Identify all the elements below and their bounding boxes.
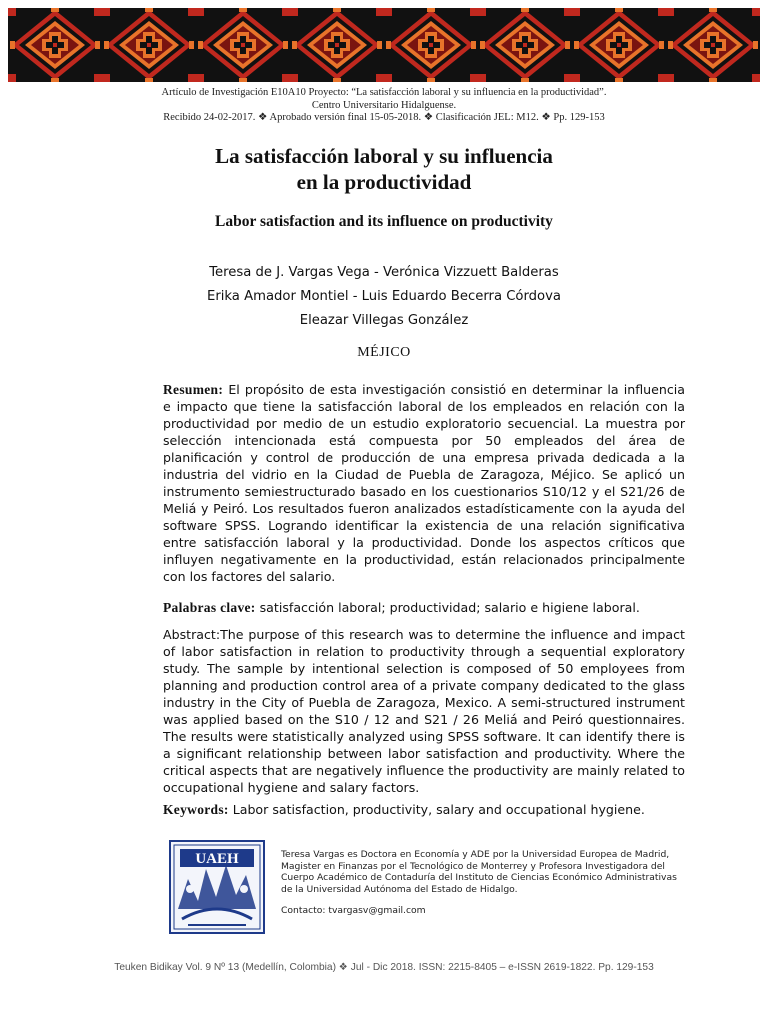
author-line: Teresa de J. Vargas Vega - Verónica Vizzuett Balderas — [209, 265, 559, 280]
dates-line: Recibido 24-02-2017. ❖ Aprobado versión final 15-05-2018. ❖ Clasificación JEL: M12. ❖ Pp. 129-153 — [163, 112, 605, 123]
article-info-line: Artículo de Investigación E10A10 Proyecto: “La satisfacción laboral y su influencia en la productividad”. — [161, 87, 607, 98]
resumen-label: Resumen: — [163, 382, 224, 397]
keywords-text: Labor satisfaction, productivity, salary and occupational hygiene. — [228, 802, 645, 817]
author-line: Eleazar Villegas González — [299, 313, 469, 328]
title-line-1: La satisfacción laboral y su influencia — [215, 144, 553, 168]
logo-letters: UAEH — [195, 851, 239, 867]
resumen-text: El propósito de esta investigación consistió en determinar la influencia e impacto que tiene la satisfacción laboral de los empleados en relación con la productividad por medio de un estudio exploratorio secuencial. La muestra por selección intencionada está compuesta por 50 empleados del área de planificación y control de producción de una empresa privada dedicada a la industria del vidrio en la Ciudad de Puebla de Zaragoza, Méjico. Se aplicó un instrumento semiestructurado basado en los cuestionarios S10/12 y el S21/26 de Meliá y Peiró. Los resultados fueron analizados estadísticamente con la ayuda del software SPSS. Logrando identificar la existencia de una relación significativa entre satisfacción laboral y la productividad. Donde los aspectos críticos que influyen negativamente en la productividad, están relacionados principalmente con los factores del salario. — [163, 382, 685, 584]
keywords-label: Keywords: — [163, 802, 229, 817]
palabras-clave-text: satisfacción laboral; productividad; salario e higiene laboral. — [255, 600, 640, 615]
contact-email: Contacto: tvargasv@gmail.com — [281, 905, 426, 916]
journal-footer: Teuken Bidikay Vol. 9 Nº 13 (Medellín, Colombia) ❖ Jul - Dic 2018. ISSN: 2215-8405 – e-ISSN 2619-1822. Pp. 129-153 — [114, 962, 654, 973]
english-title: Labor satisfaction and its influence on productivity — [215, 213, 553, 230]
palabras-clave-label: Palabras clave: — [163, 600, 256, 615]
keywords-paragraph — [163, 801, 685, 818]
article-title — [0, 143, 768, 195]
institution-line: Centro Universitario Hidalguense. — [311, 100, 457, 111]
country: MÉJICO — [357, 345, 411, 360]
palabras-clave-paragraph — [163, 599, 685, 616]
decorative-banner — [8, 8, 760, 82]
abstract-text: Abstract:The purpose of this research was to determine the influence and impact of labor satisfaction in relation to productivity through a sequential exploratory study. The sample by intentional selection is composed of 50 employees from planning and production control area of a private company dedicated to the glass industry in the City of Puebla de Zaragoza, Mexico. A semi-structured instrument was applied based on the S10 / 12 and S21 / 26 Meliá and Peiró questionnaires. The results were statistically analyzed using SPSS software. It can identify there is a significant relationship between labor satisfaction and productivity. Where the critical aspects that are negatively influence the productivity are mainly related to occupational hygiene and salary factors. — [163, 627, 685, 795]
abstract-paragraph — [163, 626, 685, 796]
title-line-2: en la productividad — [296, 170, 472, 194]
university-seal-logo — [168, 839, 266, 935]
authors-block — [0, 261, 768, 333]
author-bio: Teresa Vargas es Doctora en Economía y ADE por la Universidad Europea de Madrid, Magister en Finanzas por el Tecnológico de Monterrey y Profesora Investigadora del Cuerpo Académico de Contaduría del Instituto de Ciencias Económico Administrativas de la Universidad Autónoma del Estado de Hidalgo. — [281, 849, 677, 895]
banner-pattern — [8, 8, 760, 82]
author-line: Erika Amador Montiel - Luis Eduardo Becerra Córdova — [206, 289, 562, 304]
resumen-paragraph — [163, 381, 685, 585]
